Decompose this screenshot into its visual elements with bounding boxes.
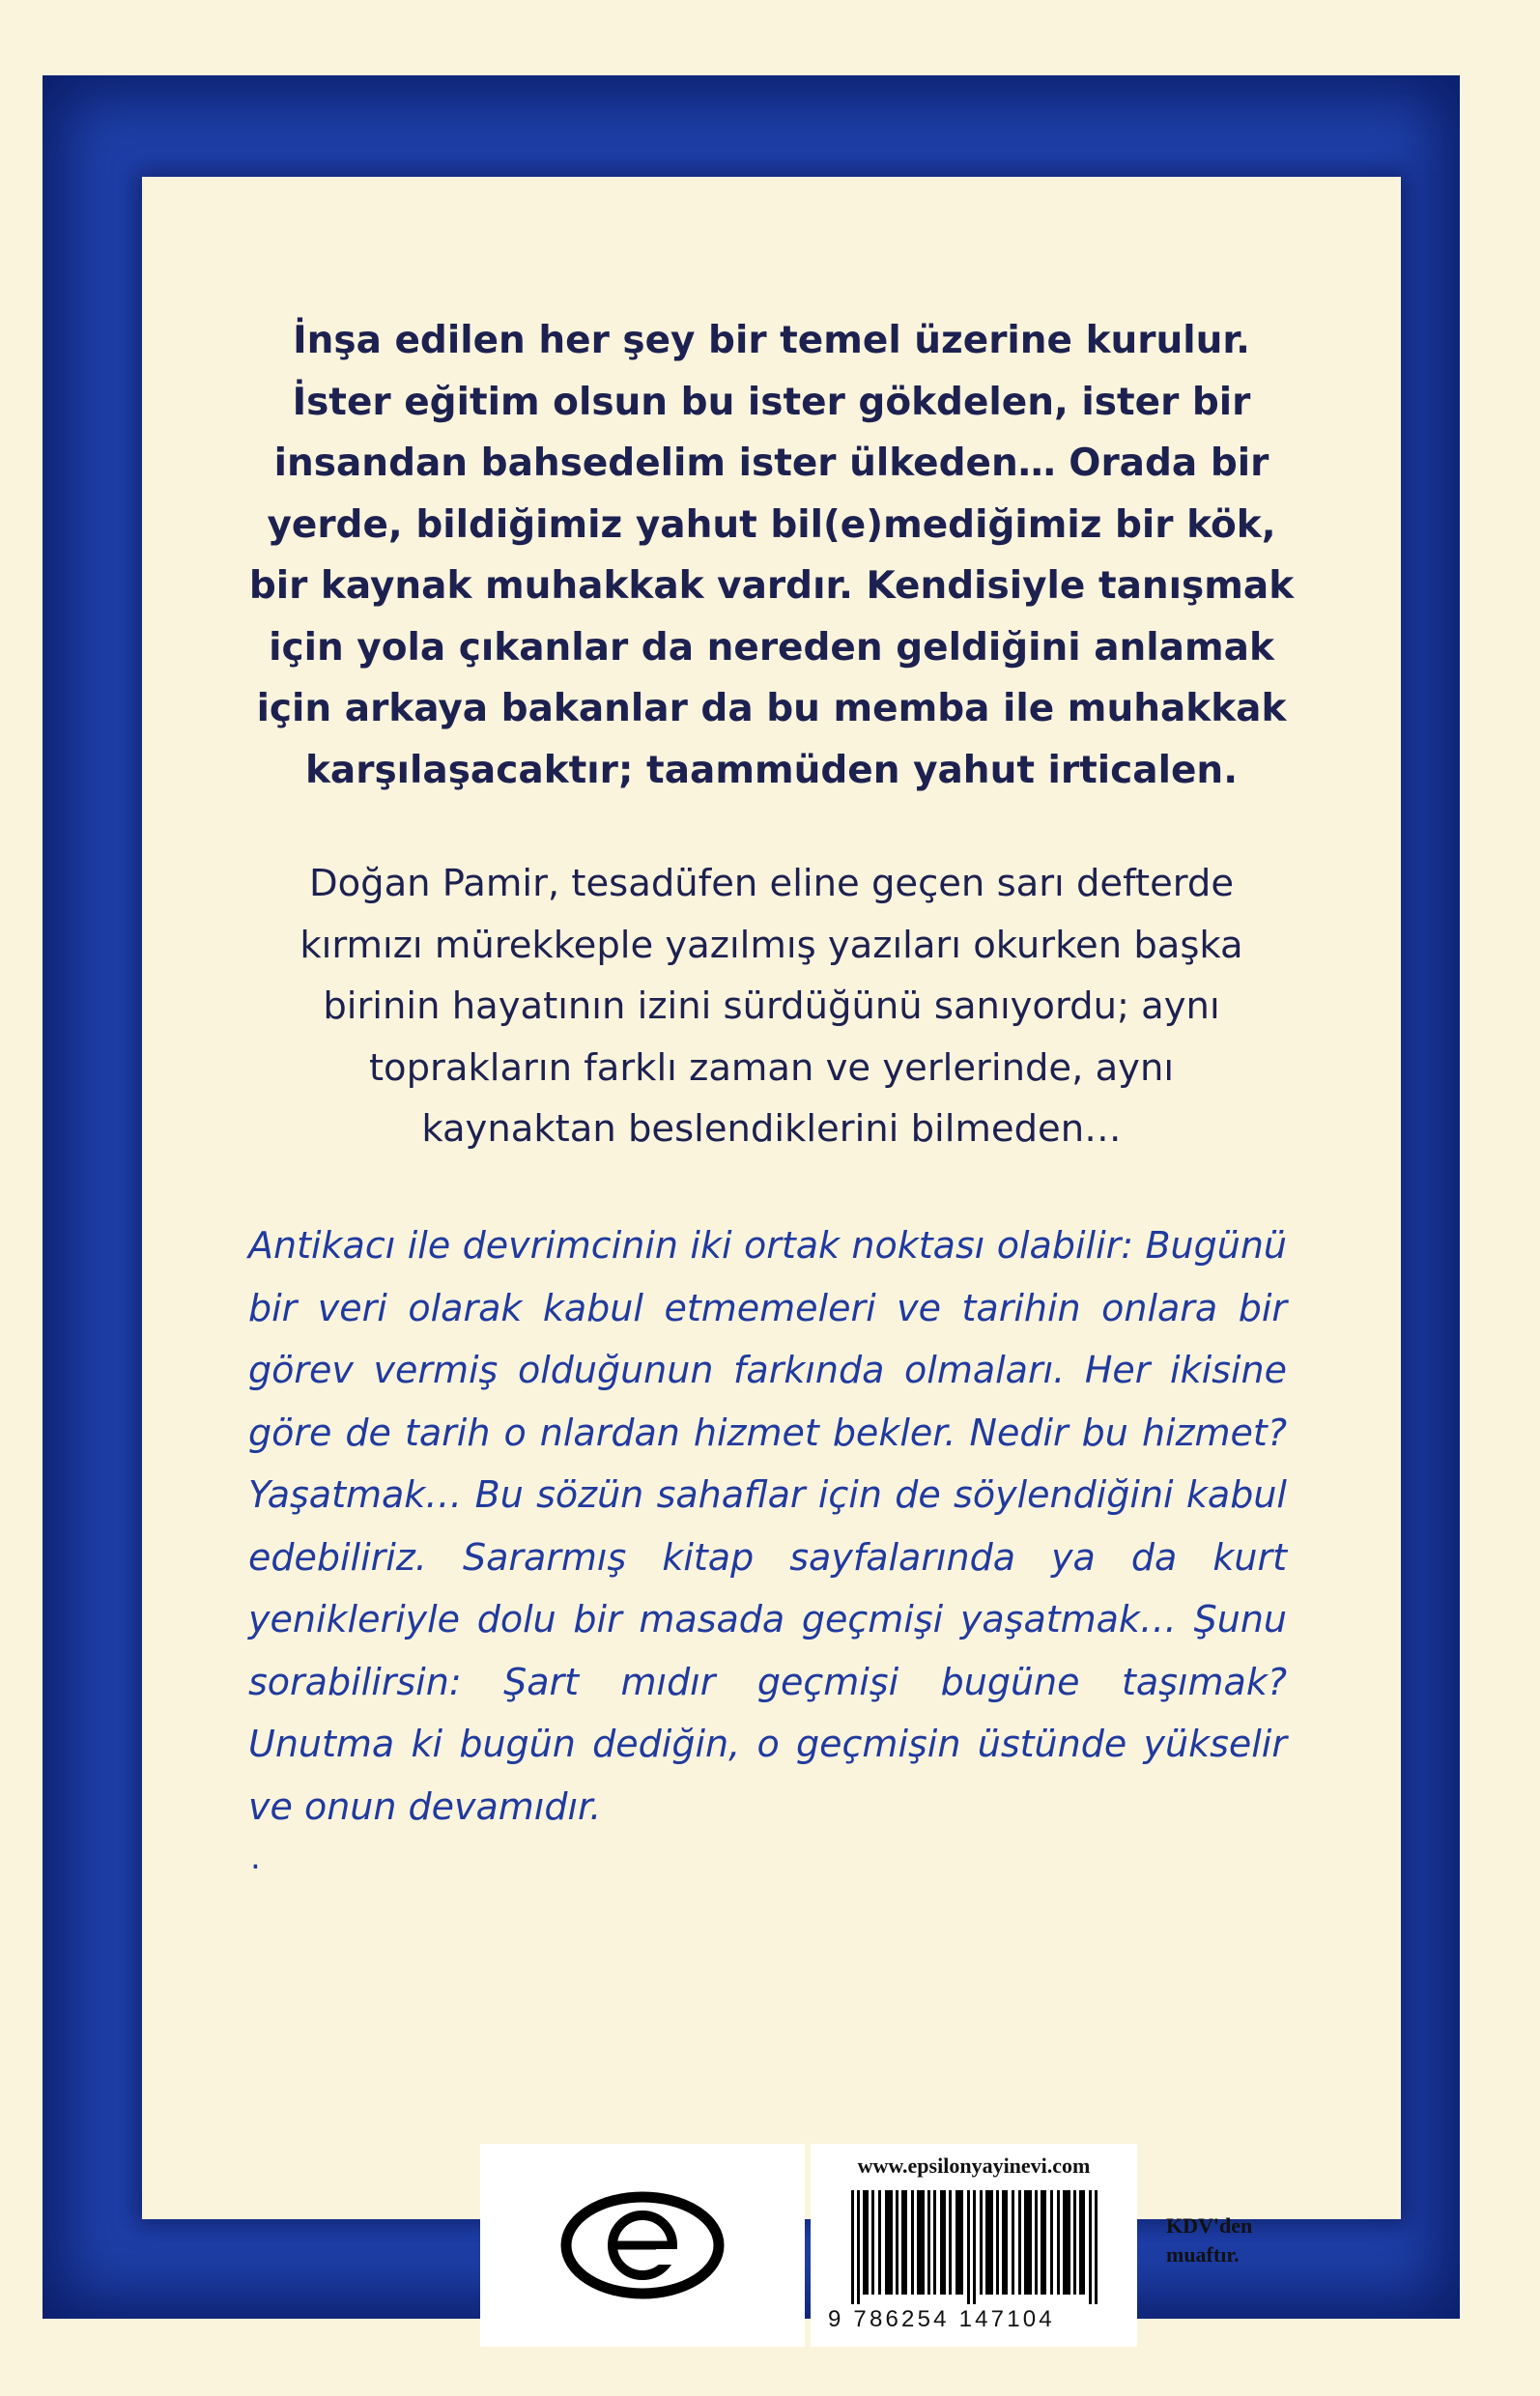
publisher-website: www.epsilonyayinevi.com (857, 2154, 1091, 2178)
publisher-logo-box (480, 2144, 805, 2347)
stray-mark: . (250, 1839, 261, 1877)
tax-note-line-2: muaftır. (1166, 2242, 1240, 2267)
isbn-barcode-box (811, 2144, 1137, 2347)
back-cover-panel (142, 177, 1401, 2332)
barcode-icon (830, 2190, 1120, 2304)
intro-paragraph: İnşa edilen her şey bir temel üzerine kurulur. İster eğitim olsun bu ister gökdelen, ister bir insandan bahsedelim ister ülkeden… Orada bir yerde, bildiğimiz yahut bil(e)mediğimiz bir kök, bir kaynak muhakkak vardır. Kendisiyle tanışmak için yola çıkanlar da nereden geldiğini anlamak için arkaya bakanlar da bu memba ile muhakkak karşılaşacaktır; taammüden yahut irticalen. (248, 319, 1295, 792)
isbn-number: 9 786254 147104 (828, 2306, 1055, 2332)
quote-paragraph: Antikacı ile devrimcinin iki ortak noktası olabilir: Bugünü bir veri olarak kabul etmemeleri ve tarihin onlara bir görev vermiş olduğunun farkında olmaları. Her ikisine göre de tarih o nlardan hizmet bekler. Nedir bu hizmet? Yaşatmak… Bu sözün sahaflar için de söylendiğini kabul edebiliriz. Sararmış kitap sayfalarında ya da kurt yenikleriyle dolu bir masada geçmişi yaşatmak… Şunu sorabilirsin: Şart mıdır geçmişi bugüne taşımak? Unutma ki bugün dediğin, o geçmişin üstünde yükselir ve onun devamıdır. (248, 1224, 1287, 1828)
synopsis-paragraph: Doğan Pamir, tesadüfen eline geçen sarı defterde kırmızı mürekkeple yazılmış yazıları okurken başka birinin hayatının izini sürdüğünü sanıyordu; aynı toprakların farklı zaman ve yerlerinde, aynı kaynaktan beslendiklerini bilmeden… (299, 862, 1243, 1151)
tax-note-line-1: KDV'den (1166, 2213, 1253, 2238)
tax-exempt-note (1166, 2211, 1301, 2269)
epsilon-e-logo-icon (559, 2187, 726, 2303)
